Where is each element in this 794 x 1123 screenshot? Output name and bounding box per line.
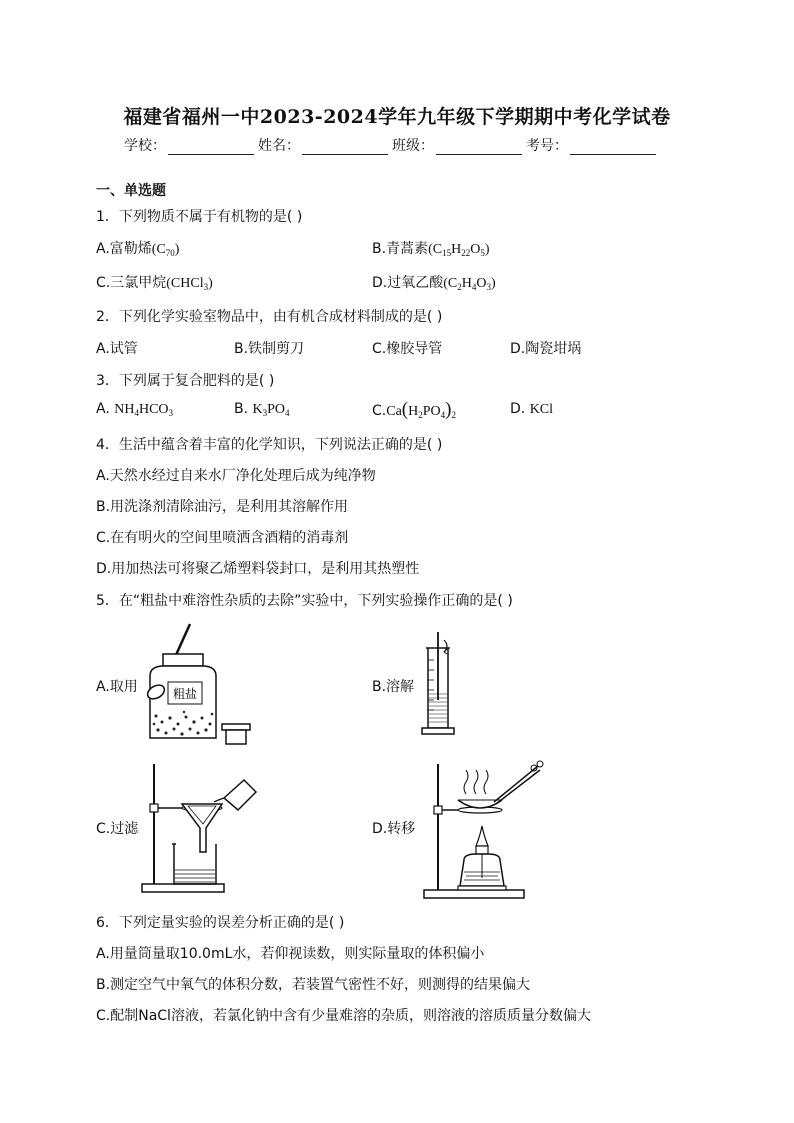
q4-option-b[interactable]: B.用洗涤剂清除油污，是利用其溶解作用 bbox=[96, 499, 349, 515]
jar-label-text: 粗盐 bbox=[172, 687, 198, 701]
q5-figure-c-filtration bbox=[140, 760, 260, 896]
q1-option-d-label: D.过氧乙酸 bbox=[372, 275, 444, 291]
q1-option-b-formula: $(C_{15}H_{22}O_5)$ bbox=[428, 242, 490, 258]
q4-option-c[interactable]: C.在有明火的空间里喷洒含酒精的消毒剂 bbox=[96, 530, 349, 546]
q3-option-b-formula: $K_3PO_4$ bbox=[252, 402, 290, 418]
q6-option-c[interactable]: C.配制NaCl溶液，若氯化钠中含有少量难溶的杂质，则溶液的溶质质量分数偏大 bbox=[96, 1008, 591, 1024]
q6-option-b[interactable]: B.测定空气中氧气的体积分数，若装置气密性不好，则测得的结果偏大 bbox=[96, 977, 531, 993]
question-6-stem: 6．下列定量实验的误差分析正确的是( ) bbox=[96, 915, 345, 931]
q1-option-a[interactable] bbox=[96, 238, 179, 258]
q3-option-c-formula: $Ca(H_2PO_4)_2$ bbox=[386, 399, 456, 420]
q1-option-b-label: B.青蒿素 bbox=[372, 241, 429, 257]
question-5-stem: 5．在“粗盐中难溶性杂质的去除”实验中，下列实验操作正确的是( ) bbox=[96, 593, 513, 609]
q3-option-d-formula: KCl bbox=[529, 402, 554, 417]
student-info-row bbox=[124, 135, 660, 155]
q2-option-b[interactable]: B.铁制剪刀 bbox=[234, 341, 305, 357]
q2-option-d[interactable]: D.陶瓷坩埚 bbox=[510, 341, 582, 357]
question-3-stem: 3．下列属于复合肥料的是( ) bbox=[96, 373, 275, 389]
q1-option-d[interactable] bbox=[372, 272, 496, 292]
exam-no-blank[interactable] bbox=[570, 138, 656, 155]
q3-option-a-label: A. bbox=[96, 401, 110, 417]
q1-option-d-formula: $(C_2H_4O_3)$ bbox=[443, 276, 496, 292]
page-title: 福建省福州一中2023-2024学年九年级下学期期中考化学试卷 bbox=[123, 106, 671, 128]
question-2-stem: 2．下列化学实验室物品中，由有机合成材料制成的是( ) bbox=[96, 309, 443, 325]
q3-option-b-label: B. bbox=[234, 401, 249, 417]
school-blank[interactable] bbox=[168, 138, 254, 155]
q3-option-a-formula: $NH_4HCO_3$ bbox=[114, 402, 174, 418]
q5-figure-d-evaporation bbox=[420, 760, 550, 900]
q3-option-d[interactable] bbox=[510, 401, 553, 418]
q2-option-a[interactable]: A.试管 bbox=[96, 341, 138, 357]
q1-option-c-formula: (CHCl$_3$) bbox=[166, 276, 213, 292]
q3-option-b[interactable] bbox=[234, 401, 290, 418]
q6-option-a[interactable]: A.用量筒量取10.0mL水，若仰视读数，则实际量取的体积偏小 bbox=[96, 946, 485, 962]
q3-option-c[interactable] bbox=[372, 399, 456, 421]
section-heading: 一、单选题 bbox=[96, 183, 166, 199]
q4-option-a[interactable]: A.天然水经过自来水厂净化处理后成为纯净物 bbox=[96, 468, 376, 484]
q3-option-a[interactable] bbox=[96, 401, 173, 418]
question-1-stem: 1．下列物质不属于有机物的是( ) bbox=[96, 209, 303, 225]
q1-option-a-formula: $(C_{70})$ bbox=[151, 242, 180, 258]
class-blank[interactable] bbox=[436, 138, 522, 155]
q1-option-c[interactable] bbox=[96, 272, 213, 292]
q5-option-c[interactable]: C.过滤 bbox=[96, 821, 139, 837]
school-label: 学校： bbox=[124, 138, 166, 154]
q2-option-c[interactable]: C.橡胶导管 bbox=[372, 341, 443, 357]
exam-no-label: 考号： bbox=[526, 138, 568, 154]
q3-option-c-label: C. bbox=[372, 403, 387, 419]
q1-option-a-label: A.富勒烯 bbox=[96, 241, 152, 257]
name-label: 姓名： bbox=[258, 138, 300, 154]
q5-figure-a-jar bbox=[140, 618, 255, 748]
q5-option-b[interactable]: B.溶解 bbox=[372, 679, 415, 695]
q1-option-c-label: C.三氯甲烷 bbox=[96, 275, 167, 291]
q4-option-d[interactable]: D.用加热法可将聚乙烯塑料袋封口，是利用其热塑性 bbox=[96, 561, 420, 577]
question-4-stem: 4．生活中蕴含着丰富的化学知识，下列说法正确的是( ) bbox=[96, 437, 443, 453]
q5-option-d[interactable]: D.转移 bbox=[372, 821, 416, 837]
class-label: 班级： bbox=[392, 138, 434, 154]
q5-figure-b-cylinder bbox=[418, 630, 458, 738]
q5-option-a[interactable]: A.取用 bbox=[96, 679, 138, 695]
q3-option-d-label: D. bbox=[510, 401, 526, 417]
q1-option-b[interactable] bbox=[372, 238, 490, 258]
name-blank[interactable] bbox=[302, 138, 388, 155]
